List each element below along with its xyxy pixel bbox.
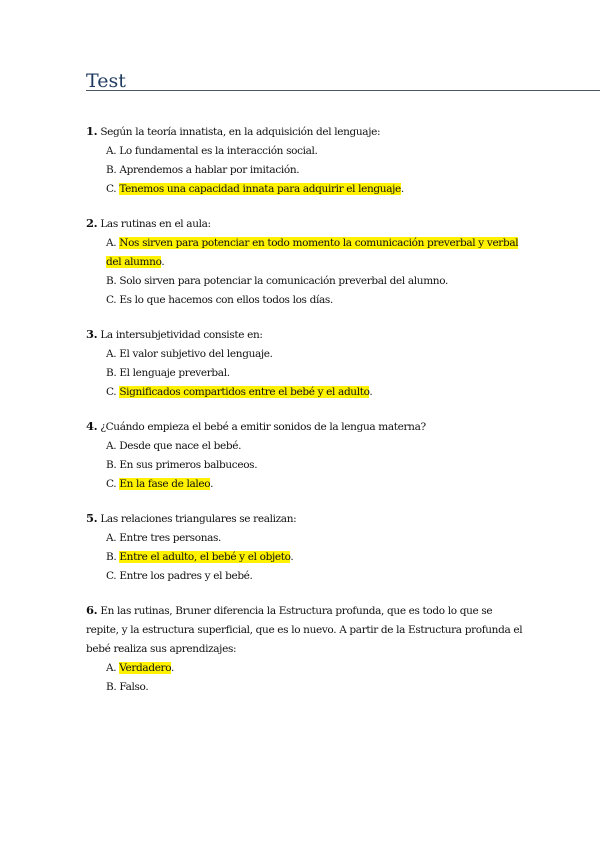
question-text: Las rutinas en el aula:	[100, 218, 211, 230]
answer-option-b	[106, 456, 526, 475]
option-text: Entre tres personas.	[119, 532, 222, 544]
correct-answer-highlight: En la fase de laleo	[119, 478, 211, 490]
option-text: Desde que nace el bebé.	[119, 440, 242, 452]
option-text: El valor subjetivo del lenguaje.	[119, 348, 273, 360]
answer-option-c	[106, 383, 526, 402]
answer-option-b	[106, 272, 526, 291]
question-number: 1.	[86, 124, 98, 138]
answer-option-b	[106, 364, 526, 383]
option-letter: B.	[106, 164, 117, 176]
option-letter: C.	[106, 478, 117, 490]
option-letter: B.	[106, 459, 117, 471]
option-letter: A.	[106, 348, 117, 360]
option-letter: C.	[106, 183, 117, 195]
answer-option-b	[106, 548, 526, 567]
option-text: Falso.	[119, 681, 149, 693]
question-3	[86, 325, 526, 402]
answer-option-c	[106, 180, 526, 199]
answer-option-a	[106, 345, 526, 364]
question-number: 2.	[86, 216, 98, 230]
question-heading	[86, 325, 526, 345]
question-2	[86, 214, 526, 310]
option-text: Es lo que hacemos con ellos todos los días.	[119, 294, 333, 306]
question-heading	[86, 214, 526, 234]
question-4	[86, 417, 526, 494]
question-number: 5.	[86, 511, 98, 525]
answer-option-b	[106, 161, 526, 180]
option-letter: B.	[106, 275, 117, 287]
option-trailing-period: .	[161, 256, 165, 268]
option-text: El lenguaje preverbal.	[119, 367, 230, 379]
option-text: Solo sirven para potenciar la comunicación preverbal del alumno.	[119, 275, 448, 287]
option-trailing-period: .	[400, 183, 404, 195]
option-letter: A.	[106, 237, 117, 249]
option-letter: A.	[106, 440, 117, 452]
option-trailing-period: .	[290, 551, 294, 563]
answer-option-b	[106, 678, 526, 697]
option-list	[86, 659, 526, 697]
option-trailing-period: .	[369, 386, 373, 398]
option-trailing-period: .	[210, 478, 214, 490]
question-text: La intersubjetividad consiste en:	[100, 329, 263, 341]
question-text: ¿Cuándo empieza el bebé a emitir sonidos de la lengua materna?	[100, 421, 426, 433]
answer-option-c	[106, 475, 526, 494]
option-letter: A.	[106, 145, 117, 157]
option-letter: C.	[106, 386, 117, 398]
title-divider	[86, 90, 600, 91]
question-text: Según la teoría innatista, en la adquisición del lenguaje:	[100, 126, 381, 138]
question-number: 4.	[86, 419, 98, 433]
correct-answer-highlight: Entre el adulto, el bebé y el objeto	[119, 551, 291, 563]
answer-option-a	[106, 234, 526, 272]
answer-option-c	[106, 291, 526, 310]
question-number: 3.	[86, 327, 98, 341]
option-letter: B.	[106, 551, 117, 563]
question-heading	[86, 509, 526, 529]
option-list	[86, 234, 526, 310]
answer-option-c	[106, 567, 526, 586]
option-letter: A.	[106, 532, 117, 544]
option-trailing-period: .	[171, 662, 175, 674]
answer-option-a	[106, 659, 526, 678]
answer-option-a	[106, 529, 526, 548]
option-text: Entre los padres y el bebé.	[119, 570, 253, 582]
question-6	[86, 601, 526, 697]
option-list	[86, 529, 526, 586]
answer-option-a	[106, 142, 526, 161]
page-title: Test	[86, 70, 126, 92]
correct-answer-highlight: Tenemos una capacidad innata para adquirir el lenguaje	[119, 183, 401, 195]
option-letter: B.	[106, 681, 117, 693]
option-letter: B.	[106, 367, 117, 379]
option-list	[86, 437, 526, 494]
question-number: 6.	[86, 603, 98, 617]
option-letter: C.	[106, 570, 117, 582]
option-text: En sus primeros balbuceos.	[119, 459, 258, 471]
question-heading	[86, 122, 526, 142]
option-letter: C.	[106, 294, 117, 306]
option-list	[86, 142, 526, 199]
option-list	[86, 345, 526, 402]
answer-option-a	[106, 437, 526, 456]
correct-answer-highlight: Verdadero	[119, 662, 172, 674]
question-text: Las relaciones triangulares se realizan:	[100, 513, 297, 525]
question-list	[86, 122, 526, 712]
question-text: En las rutinas, Bruner diferencia la Estructura profunda, que es todo lo que se repite, y la estructura superficial, que es lo nuevo. A partir de la Estructura profunda el bebé realiza sus aprendizajes:	[86, 605, 523, 655]
question-5	[86, 509, 526, 586]
option-letter: A.	[106, 662, 117, 674]
question-1	[86, 122, 526, 199]
correct-answer-highlight: Significados compartidos entre el bebé y el adulto	[119, 386, 370, 398]
question-heading	[86, 417, 526, 437]
option-text: Aprendemos a hablar por imitación.	[119, 164, 300, 176]
option-text: Lo fundamental es la interacción social.	[119, 145, 318, 157]
correct-answer-highlight: Nos sirven para potenciar en todo momento la comunicación preverbal y verbal del alumno	[106, 237, 519, 268]
question-heading	[86, 601, 526, 659]
